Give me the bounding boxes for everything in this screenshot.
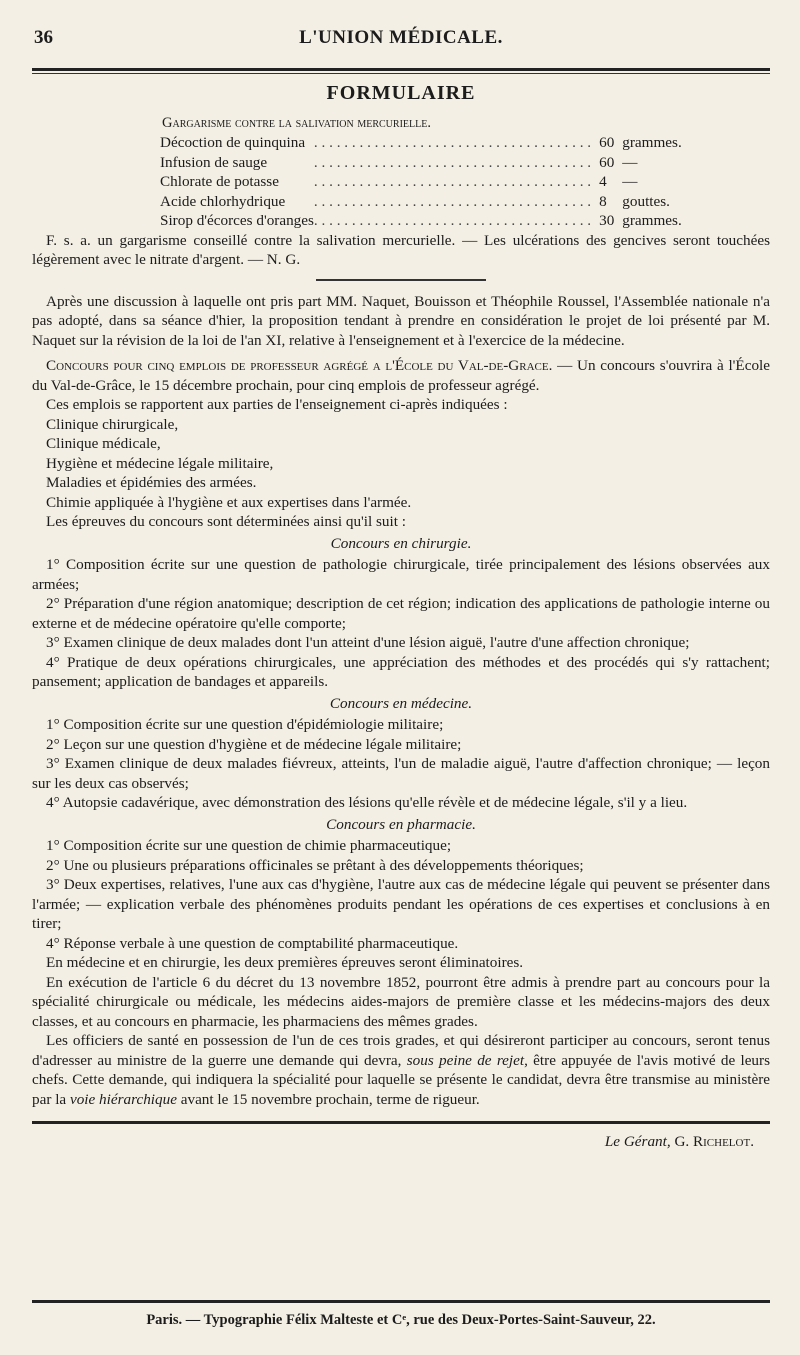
leader-dots [314, 192, 591, 212]
leader-dots [314, 153, 591, 173]
emploi-item: Maladies et épidémies des armées. [46, 474, 257, 491]
ingredient-name: Acide chlorhydrique [160, 192, 286, 210]
printer-imprint: Paris. — Typographie Félix Malteste et Cᵉ, rue des Deux-Portes-Saint-Sauveur, 22. [32, 1300, 770, 1331]
list-item: 3° Examen clinique de deux malades fiévreux, atteints, l'un de maladie aiguë, l'autre d'affection chronique; — leçon sur les deux cas observés; [32, 755, 770, 792]
recipe-table [160, 133, 682, 231]
formula-note: F. s. a. un gargarisme conseillé contre la salivation mercurielle. — Les ulcérations des gencives seront touchées légèrement avec le nitrate d'argent. — N. G. [32, 231, 770, 268]
emplois-intro: Ces emplois se rapportent aux parties de l'enseignement ci-après indiquées : [46, 396, 508, 413]
gerant-label: Le Gérant, [604, 1133, 671, 1150]
section-title-chirurgie: Concours en chirurgie. [330, 534, 472, 552]
officiers-text-b: , être appuyée de l'avis motivé de leurs chefs. Cette demande, qui indiquera la spécialité pour laquelle se présente le candidat, devra être transmise au ministère par la [32, 1051, 770, 1108]
ingredient-row [160, 192, 682, 212]
concours-heading: Concours pour cinq emplois de professeur agrégé a l'École du Val-de-Grace. [46, 357, 553, 374]
gerant-name: G. Richelot. [674, 1133, 754, 1150]
ingredient-name: Chlorate de potasse [160, 173, 279, 190]
section-title-medecine: Concours en médecine. [329, 694, 473, 712]
ingredient-name: Infusion de sauge [160, 153, 268, 171]
concours-intro-text: — Un concours s'ouvrira à l'École du Val-de-Grâce, le 15 décembre prochain, pour cinq emplois de professeur agrégé. [32, 357, 770, 394]
ingredient-unit: grammes. [622, 212, 682, 229]
ingredient-name: Sirop d'écorces d'oranges [160, 212, 314, 229]
assemblee-paragraph: Après une discussion à laquelle ont pris part MM. Naquet, Bouisson et Théophile Roussel, l'Assemblée nationale n'a pas adopté, dans sa séance d'hier, la proposition tendant à prendre en considération le projet de loi présenté par M. Naquet sur la révision de la loi de l'an XI, relative à l'enseignement et à l'exercice de la médecine. [32, 292, 770, 349]
list-item: 1° Composition écrite sur une question d'épidémiologie militaire; [46, 716, 444, 733]
list-item: 2° Préparation d'une région anatomique; description de cet région; indication des applications de pathologie interne ou externe et de médecine opératoire qu'elle comporte; [32, 595, 770, 632]
concours-intro [32, 356, 770, 395]
emploi-item: Clinique chirurgicale, [46, 415, 179, 433]
ingredient-row [160, 153, 682, 173]
recipe-title: Gargarisme contre la salivation mercurielle. [162, 114, 431, 131]
epreuves-intro: Les épreuves du concours sont déterminées ainsi qu'il suit : [46, 513, 406, 530]
leader-dots [314, 172, 591, 192]
header-rule [32, 68, 770, 71]
leader-dots [314, 211, 591, 231]
list-item: 1° Composition écrite sur une question de chimie pharmaceutique; [46, 837, 452, 854]
ingredient-name: Décoction de quinquina [160, 134, 306, 151]
officiers-text-c: avant le 15 novembre prochain, terme de rigueur. [176, 1090, 480, 1108]
list-item: 4° Réponse verbale à une question de comptabilité pharmaceutique. [46, 934, 459, 952]
ingredient-row [160, 211, 682, 231]
ingredient-qty: 30 [599, 212, 615, 229]
footer-rule [32, 1121, 770, 1124]
ingredient-qty: 4 [599, 173, 607, 190]
running-header [32, 20, 770, 46]
list-item: 1° Composition écrite sur une question de pathologie chirurgicale, tirée principalement des lésions observées aux armées; [32, 556, 770, 593]
list-item: 2° Une ou plusieurs préparations officinales se prêtant à des développements théoriques; [46, 856, 584, 874]
header-rule-thin [32, 73, 770, 74]
emploi-item: Chimie appliquée à l'hygiène et aux expertises dans l'armée. [46, 493, 412, 511]
gerant-signature [32, 1132, 770, 1152]
list-item: 3° Examen clinique de deux malades dont l'un atteint d'une lésion aiguë, l'autre d'une affection chronique; [46, 634, 690, 651]
leader-dots [314, 133, 591, 153]
list-item: 2° Leçon sur une question d'hygiène et de médecine légale militaire; [46, 735, 462, 753]
ingredient-qty: 60 [599, 134, 615, 151]
formulaire-title: FORMULAIRE [326, 82, 476, 104]
ingredient-unit: — [622, 173, 638, 190]
officiers-italic-2: voie hiérarchique [69, 1090, 177, 1108]
section-separator [316, 279, 486, 281]
officiers-text-a: Les officiers de santé en possession de l'un de ces trois grades, et qui désireront participer au concours, seront tenus d'adresser au ministre de la guerre une demande qui devra, [32, 1032, 770, 1069]
emploi-item: Hygiène et médecine légale militaire, [46, 454, 274, 472]
ingredient-qty: 8 [599, 192, 607, 210]
eliminatoires-note: En médecine et en chirurgie, les deux premières épreuves seront éliminatoires. [46, 954, 524, 971]
officiers-italic-1: sous peine de rejet [406, 1051, 525, 1069]
page-number: 36 [34, 27, 53, 48]
list-item: 3° Deux expertises, relatives, l'une aux cas d'hygiène, l'autre aux cas de médecine légale qui peuvent se présenter dans l'armée; — explication verbale des phénomènes produits pendant les opérations de ces expertises et conclusions à en tirer; [32, 876, 770, 932]
ingredient-unit: — [622, 153, 638, 171]
list-item: 4° Pratique de deux opérations chirurgicales, une appréciation des méthodes et des procédés qui s'y rattachent; pansement; application de bandages et appareils. [32, 653, 770, 690]
list-item: 4° Autopsie cadavérique, avec démonstration des lésions qu'elle révèle et de médecine légale, s'il y a lieu. [46, 794, 688, 811]
ingredient-unit: grammes. [622, 134, 682, 151]
section-title-pharmacie: Concours en pharmacie. [326, 815, 476, 833]
ingredient-row [160, 172, 682, 192]
execution-paragraph: En exécution de l'article 6 du décret du 13 novembre 1852, pourront être admis à prendre part au concours pour la spécialité chirurgicale ou médicale, les médecins aides-majors de première classe et les médecins-majors des deux classes, et au concours en pharmacie, les pharmaciens des mêmes grades. [32, 973, 770, 1030]
ingredient-qty: 60 [599, 153, 615, 171]
running-title: L'UNION MÉDICALE. [299, 27, 503, 48]
emploi-item: Clinique médicale, [46, 435, 161, 452]
ingredient-row [160, 133, 682, 153]
ingredient-unit: gouttes. [622, 192, 670, 210]
officiers-paragraph [32, 1031, 770, 1109]
